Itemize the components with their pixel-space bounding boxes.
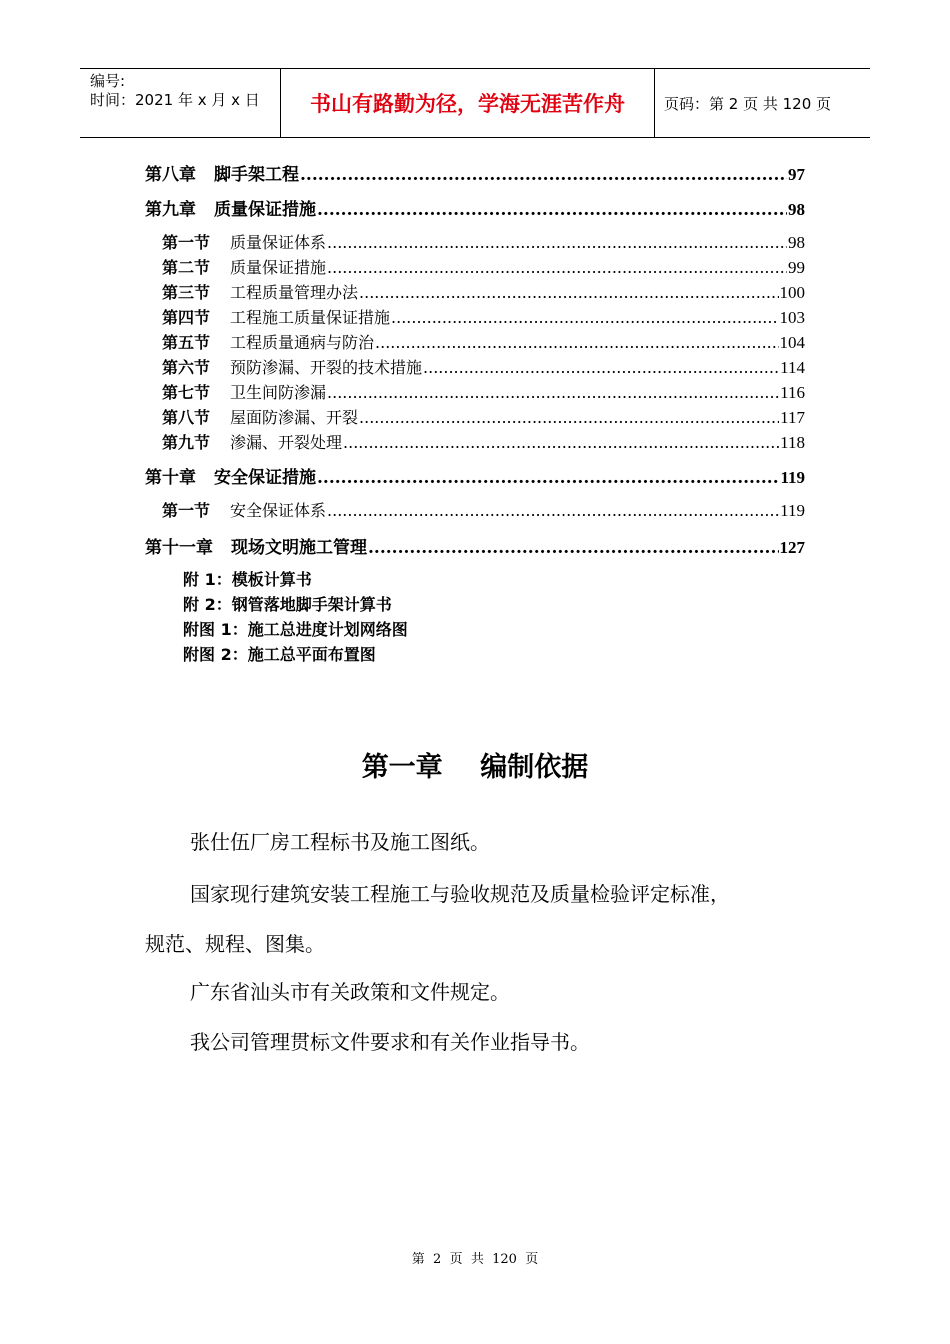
header-meta	[80, 69, 280, 137]
document-date: 时间：2021 年 x 月 x 日	[90, 91, 260, 109]
toc-entry[interactable]	[162, 255, 805, 278]
toc-entry[interactable]	[145, 463, 805, 488]
toc-title: 工程质量通病与防治	[230, 333, 375, 352]
toc-leader	[327, 383, 779, 402]
toc-entry[interactable]	[162, 405, 805, 428]
toc-number: 第九章	[145, 200, 196, 220]
toc-leader	[391, 308, 778, 327]
toc-leader	[317, 468, 779, 488]
chapter-title: 第一章 编制依据	[361, 752, 589, 783]
appendix-item: 附图 1：施工总进度计划网络图	[183, 620, 408, 639]
toc-leader	[368, 538, 779, 558]
toc-leader	[423, 358, 779, 377]
toc-title: 预防渗漏、开裂的技术措施	[230, 358, 423, 377]
toc-title: 渗漏、开裂处理	[230, 433, 343, 452]
toc-title: 脚手架工程	[214, 165, 299, 185]
toc-entry[interactable]	[162, 330, 805, 353]
toc-page: 114	[780, 358, 805, 377]
toc-entry[interactable]	[162, 230, 805, 253]
toc-entry[interactable]	[145, 160, 805, 185]
appendix-item: 附 2：钢管落地脚手架计算书	[183, 595, 392, 614]
toc-page: 98	[788, 200, 805, 219]
toc-page: 97	[788, 165, 805, 184]
toc-page: 103	[779, 308, 805, 327]
toc-entry[interactable]	[145, 195, 805, 220]
header-divider	[654, 69, 655, 137]
toc-page: 127	[779, 538, 805, 557]
toc-number: 第八章	[145, 165, 196, 185]
toc-leader	[359, 283, 778, 302]
toc-number: 第二节	[162, 258, 211, 277]
toc-entry[interactable]	[162, 498, 805, 521]
toc-page: 119	[780, 468, 805, 487]
toc-leader	[327, 501, 779, 520]
appendix-item: 附 1：模板计算书	[183, 570, 312, 589]
toc-number: 第八节	[162, 408, 211, 427]
toc-title: 现场文明施工管理	[231, 538, 367, 558]
toc-title: 屋面防渗漏、开裂	[230, 408, 359, 427]
page-footer: 第 2 页 共 120 页	[411, 1252, 539, 1267]
toc-page: 100	[779, 283, 805, 302]
toc-number: 第三节	[162, 283, 211, 302]
toc-number: 第七节	[162, 383, 211, 402]
body-paragraph: 我公司管理贯标文件要求和有关作业指导书。	[190, 1030, 590, 1054]
toc-leader	[327, 258, 787, 277]
toc-title: 安全保证措施	[214, 468, 316, 488]
toc-page: 116	[780, 383, 805, 402]
document-number-label: 编号:	[90, 72, 126, 90]
header-page-info: 页码：第 2 页 共 120 页	[664, 94, 832, 113]
toc-number: 第一节	[162, 501, 211, 520]
toc-page: 119	[780, 501, 805, 520]
toc-page: 104	[779, 333, 805, 352]
body-paragraph: 张仕伍厂房工程标书及施工图纸。	[190, 830, 490, 854]
toc-number: 第十章	[145, 468, 196, 488]
toc-page: 117	[780, 408, 805, 427]
toc-title: 工程施工质量保证措施	[230, 308, 391, 327]
toc-leader	[327, 233, 787, 252]
toc-number: 第十一章	[145, 538, 213, 558]
toc-entry[interactable]	[162, 355, 805, 378]
toc-entry[interactable]	[145, 533, 805, 558]
toc-leader	[359, 408, 779, 427]
toc-entry[interactable]	[162, 380, 805, 403]
toc-number: 第九节	[162, 433, 211, 452]
toc-title: 安全保证体系	[230, 501, 327, 520]
toc-number: 第四节	[162, 308, 211, 327]
toc-entry[interactable]	[162, 430, 805, 453]
toc-page: 118	[780, 433, 805, 452]
body-paragraph: 规范、规程、图集。	[145, 932, 325, 956]
toc-page: 99	[788, 258, 805, 277]
header-slogan: 书山有路勤为径，学海无涯苦作舟	[310, 92, 625, 116]
toc-number: 第一节	[162, 233, 211, 252]
toc-title: 质量保证措施	[214, 200, 316, 220]
toc-leader	[317, 200, 787, 220]
toc-title: 质量保证体系	[230, 233, 327, 252]
toc-number: 第五节	[162, 333, 211, 352]
body-paragraph: 国家现行建筑安装工程施工与验收规范及质量检验评定标准，	[190, 882, 730, 906]
toc-leader	[375, 333, 778, 352]
toc-number: 第六节	[162, 358, 211, 377]
toc-entry[interactable]	[162, 305, 805, 328]
toc-title: 质量保证措施	[230, 258, 327, 277]
toc-page: 98	[788, 233, 805, 252]
page-header	[80, 68, 870, 138]
appendix-item: 附图 2：施工总平面布置图	[183, 645, 376, 664]
toc-title: 工程质量管理办法	[230, 283, 359, 302]
toc-leader	[343, 433, 779, 452]
body-paragraph: 广东省汕头市有关政策和文件规定。	[190, 980, 510, 1004]
toc-title: 卫生间防渗漏	[230, 383, 327, 402]
toc-entry[interactable]	[162, 280, 805, 303]
toc-leader	[300, 165, 787, 185]
